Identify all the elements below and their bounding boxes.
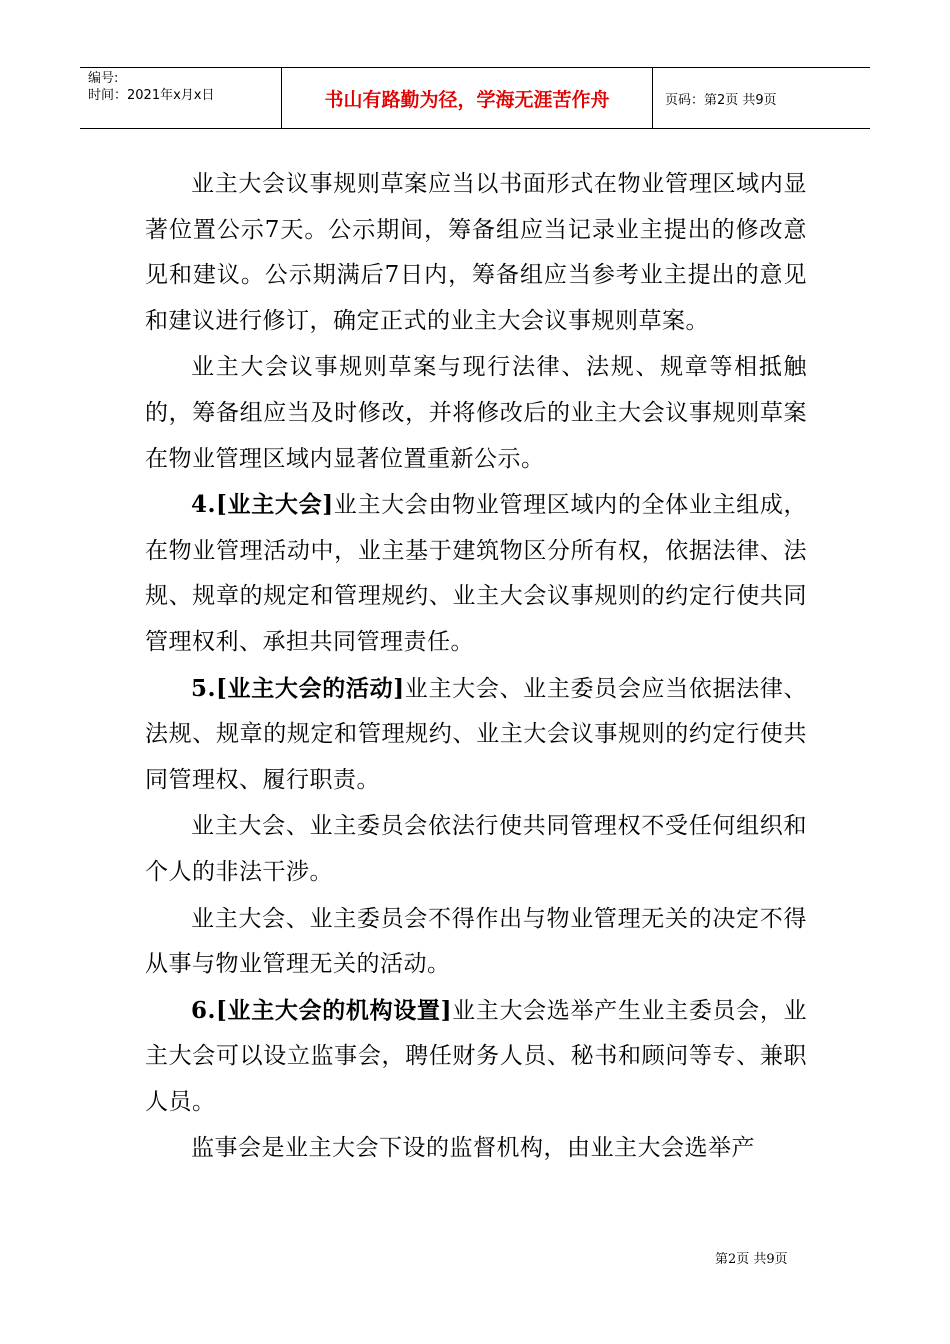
- paragraph-2: [145, 344, 807, 482]
- clause-number: 6.[业主大会的机构设置]: [191, 996, 452, 1024]
- clause-number: 5.[业主大会的活动]: [191, 674, 405, 702]
- paragraph-text: 业主大会、业主委员会不得作出与物业管理无关的决定不得从事与物业管理无关的活动。: [145, 905, 807, 978]
- paragraph-1: [145, 161, 807, 344]
- document-number: 编号:: [88, 71, 119, 86]
- header-page-number: 页码：第2页 共9页: [665, 92, 777, 108]
- paragraph-text: 业主大会议事规则草案与现行法律、法规、规章等相抵触的，筹备组应当及时修改，并将修改后的业主大会议事规则草案在物业管理区域内显著位置重新公示。: [145, 354, 807, 472]
- paragraph-8: [145, 1125, 807, 1172]
- page-footer: 第2页 共9页: [715, 1252, 788, 1267]
- paragraph-7: [145, 988, 807, 1126]
- page-header: [80, 67, 870, 129]
- paragraph-6: [145, 896, 807, 988]
- paragraph-text: 业主大会议事规则草案应当以书面形式在物业管理区域内显著位置公示7天。公示期间，筹备组应当记录业主提出的修改意见和建议。公示期满后7日内，筹备组应当参考业主提出的意见和建议进行修订，确定正式的业主大会议事规则草案。: [145, 171, 807, 334]
- header-motto: 书山有路勤为径，学海无涯苦作舟: [282, 68, 653, 128]
- paragraph-text: 业主大会由物业管理区域内的全体业主组成，在物业管理活动中，业主基于建筑物区分所有权，依据法律、法规、规章的规定和管理规约、业主大会议事规则的约定行使共同管理权利、承担共同管理责任。: [145, 492, 807, 655]
- paragraph-5: [145, 803, 807, 895]
- document-date: 时间：2021年x月x日: [88, 88, 215, 103]
- paragraph-text: 监事会是业主大会下设的监督机构，由业主大会选举产: [191, 1135, 755, 1162]
- header-meta: [80, 68, 282, 128]
- paragraph-4: [145, 666, 807, 804]
- paragraph-text: 业主大会、业主委员会依法行使共同管理权不受任何组织和个人的非法干涉。: [145, 813, 807, 885]
- paragraph-text: 业主大会、业主委员会应当依据法律、法规、规章的规定和管理规约、业主大会议事规则的约定行使共同管理权、履行职责。: [145, 675, 808, 793]
- document-body: [145, 161, 807, 1172]
- paragraph-3: [145, 482, 807, 665]
- paragraph-text: 业主大会选举产生业主委员会，业主大会可以设立监事会，聘任财务人员、秘书和顾问等专、兼职人员。: [145, 997, 808, 1115]
- clause-number: 4.[业主大会]: [191, 491, 334, 519]
